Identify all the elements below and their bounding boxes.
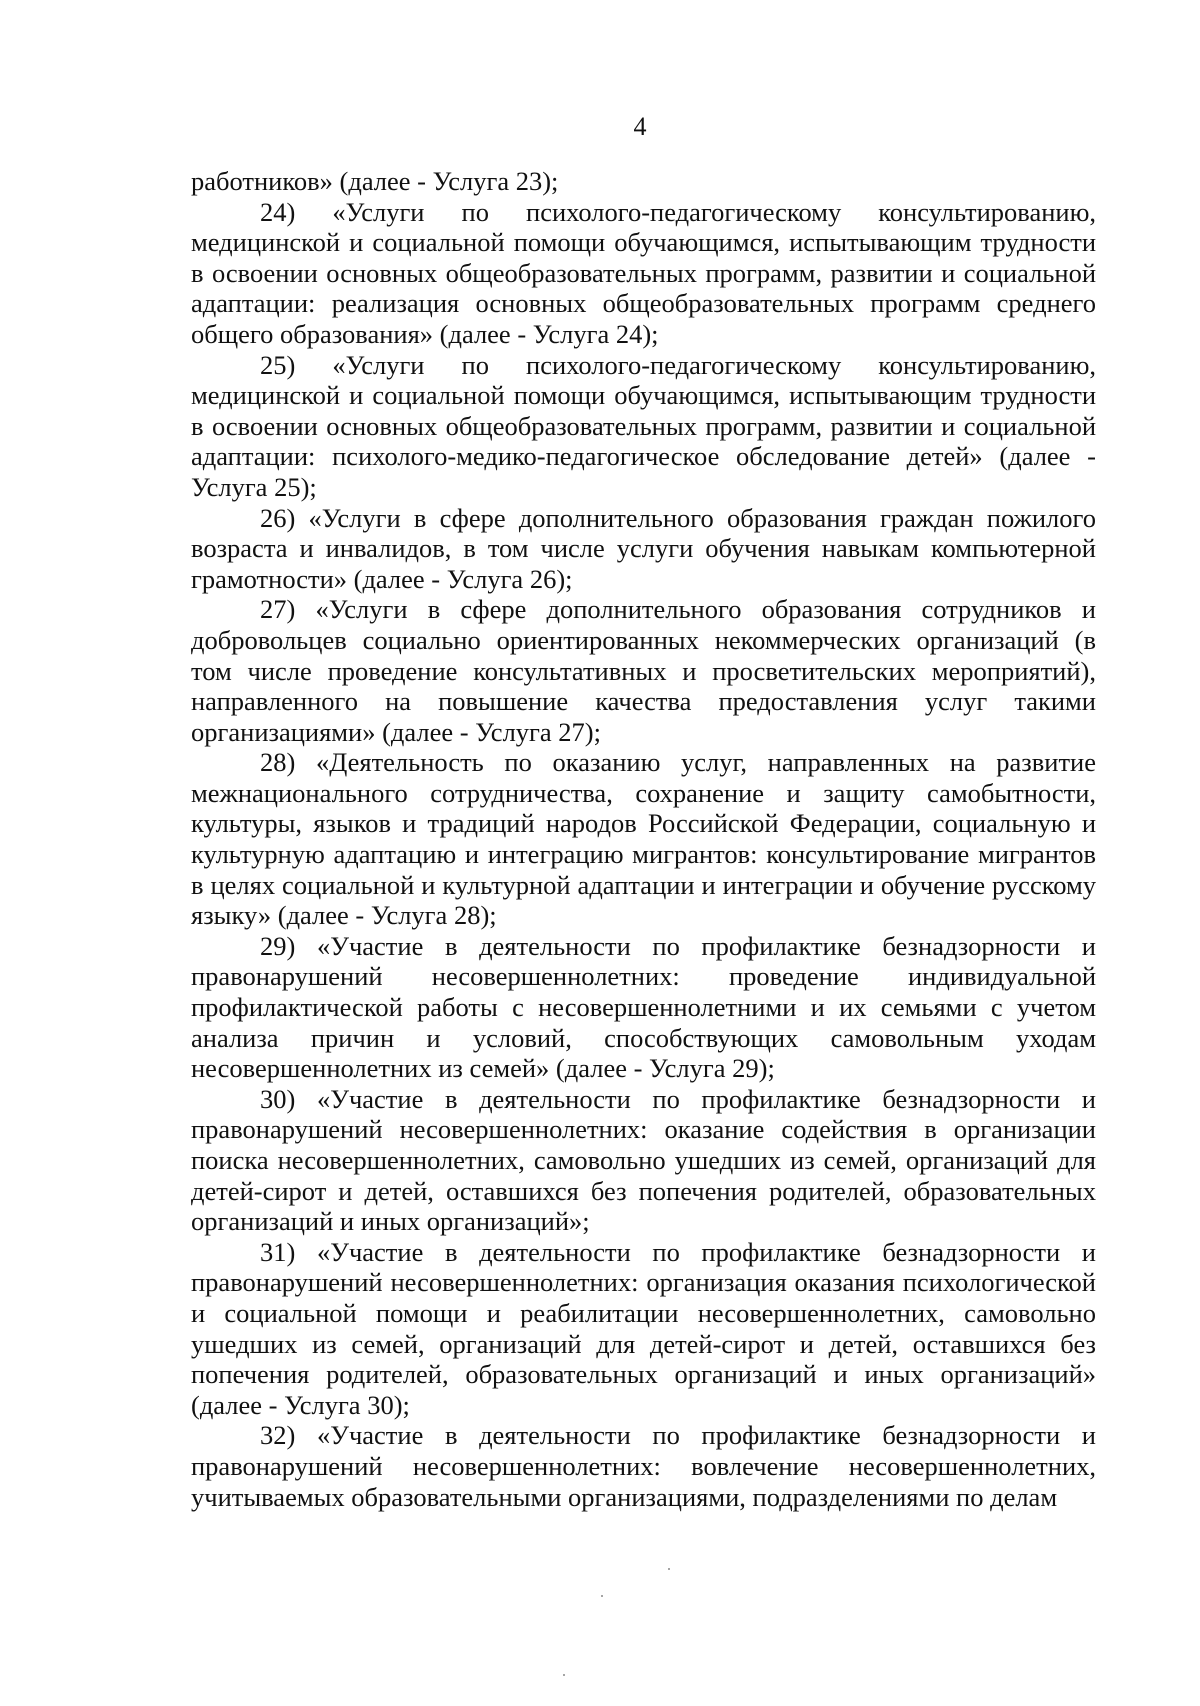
list-item-27: 27) «Услуги в сфере дополнительного образования сотрудников и добровольцев социально ориентированных некоммерческих организаций (в том числе проведение консультативных и просветительских мероприятий), направленного на повышение качества предоставления услуг такими организациями» (далее - Услуга 27); (191, 594, 1096, 747)
scan-artifact-dot (563, 1674, 565, 1676)
continuation-paragraph: работников» (далее - Услуга 23); (191, 166, 559, 196)
list-item-24: 24) «Услуги по психолого-педагогическому консультированию, медицинской и социальной помощи обучающимся, испытывающим трудности в освоении основных общеобразовательных программ, развитии и социальной адаптации: реализация основных общеобразовательных программ среднего общего образования» (далее - Услуга 24); (191, 196, 1096, 349)
page-number: 4 (633, 112, 647, 141)
list-item-25: 25) «Услуги по психолого-педагогическому консультированию, медицинской и социальной помощи обучающимся, испытывающим трудности в освоении основных общеобразовательных программ, развитии и социальной адаптации: психолого-медико-педагогическое обследование детей» (далее - Услуга 25); (191, 349, 1096, 502)
scan-artifact-dot (668, 1568, 670, 1570)
list-item-32: 32) «Участие в деятельности по профилактике безнадзорности и правонарушений несовершеннолетних: вовлечение несовершеннолетних, учитываемых образовательными организациями, подразделениями по делам (191, 1420, 1096, 1512)
list-item-30: 30) «Участие в деятельности по профилактике безнадзорности и правонарушений несовершеннолетних: оказание содействия в организации поиска несовершеннолетних, самовольно ушедших из семей, организаций для детей-сирот и детей, оставшихся без попечения родителей, образовательных организаций и иных организаций»; (191, 1083, 1096, 1237)
list-item-28: 28) «Деятельность по оказанию услуг, направленных на развитие межнационального сотрудничества, сохранение и защиту самобытности, культуры, языков и традиций народов Российской Федерации, социальную и культурную адаптацию и интеграцию мигрантов: консультирование мигрантов в целях социальной и культурной адаптации и интеграции и обучение русскому языку» (далее - Услуга 28); (191, 747, 1096, 931)
scan-artifact-dot (601, 1595, 603, 1597)
list-item-26: 26) «Услуги в сфере дополнительного образования граждан пожилого возраста и инвалидов, в том числе услуги обучения навыкам компьютерной грамотности» (далее - Услуга 26); (191, 502, 1096, 594)
list-item-29: 29) «Участие в деятельности по профилактике безнадзорности и правонарушений несовершеннолетних: проведение индивидуальной профилактической работы с несовершеннолетними и их семьями с учетом анализа причин и условий, способствующих самовольным уходам несовершеннолетних из семей» (далее - Услуга 29); (191, 930, 1096, 1084)
list-item-31: 31) «Участие в деятельности по профилактике безнадзорности и правонарушений несовершеннолетних: организация оказания психологической и социальной помощи и реабилитации несовершеннолетних, самовольно ушедших из семей, организаций для детей-сирот и детей, оставшихся без попечения родителей, образовательных организаций и иных организаций» (далее - Услуга 30); (191, 1236, 1096, 1420)
document-body (191, 166, 1096, 1512)
